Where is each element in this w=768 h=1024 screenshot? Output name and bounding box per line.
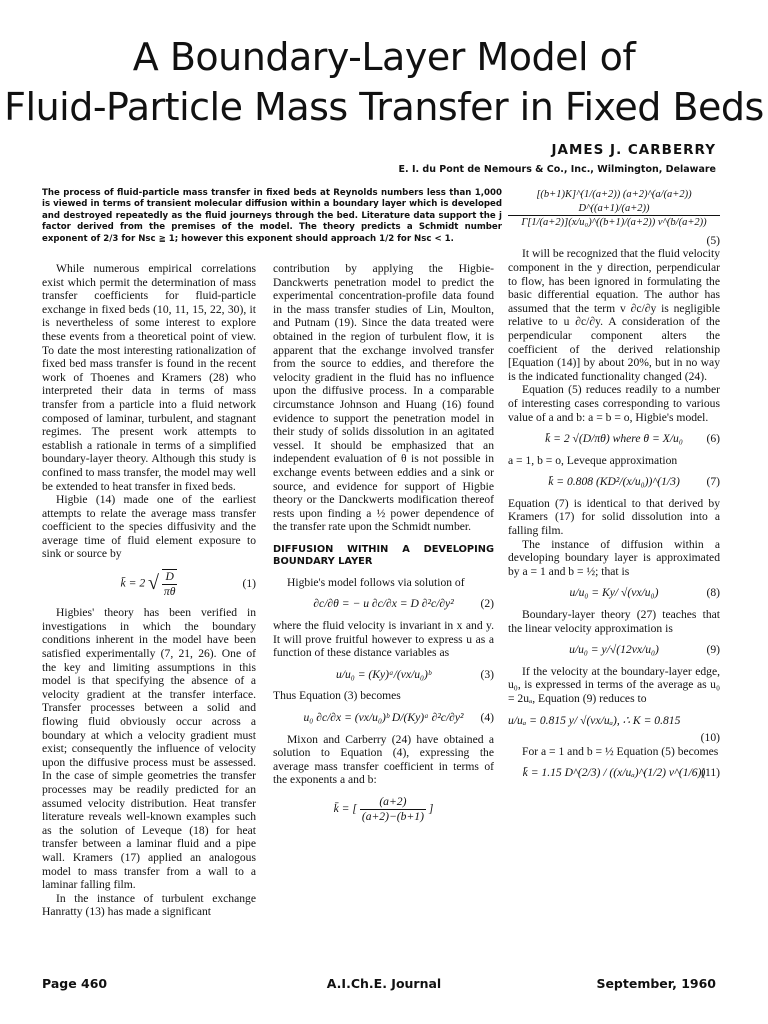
- paragraph: Mixon and Carberry (24) have obtained a solution to Equation (4), expressing the average mass transfer coefficient in terms of the exponents a and b:: [273, 732, 494, 787]
- equation-3: [273, 668, 494, 682]
- paragraph: If the velocity at the boundary-layer edge, u₀, is expressed in terms of the average as u₀ = 2uₐ, Equation (9) reduces to: [508, 664, 720, 705]
- eq1-numerator: D: [162, 570, 178, 585]
- equation-11: [508, 766, 720, 780]
- paragraph: For a = 1 and b = ½ Equation (5) becomes: [522, 744, 719, 758]
- eq5-denominator: (a+2)−(b+1): [361, 809, 424, 823]
- equation-10: [508, 714, 720, 728]
- eq3-body: u/u₀ = (Ky)ᵃ/(νx/u₀)ᵇ: [335, 667, 432, 681]
- paragraph: Equation (7) is identical to that derived by Kramers (17) for solid dissolution into a falling film.: [508, 496, 720, 538]
- paragraph: where the fluid velocity is invariant in x and y. It will prove fruitful however to express u as a function of these distance variables as: [273, 619, 494, 660]
- eq5-rhs: ]: [428, 801, 434, 815]
- paragraph: Higbie's model follows via solution of: [287, 575, 465, 589]
- eq10-body: u/uₐ = 0.815 y/ √(νx/uₐ), ∴ K = 0.815: [508, 713, 681, 727]
- column-1: [42, 262, 256, 919]
- eq9-number: (9): [706, 643, 720, 657]
- eq1-denominator: πθ: [163, 584, 176, 598]
- eq2-body: ∂c/∂θ = − u ∂c/∂x = D ∂²c/∂y²: [313, 597, 454, 611]
- equation-8: [508, 586, 720, 600]
- eq11-number: (11): [701, 766, 720, 780]
- eq1-lhs: k̄ = 2: [120, 576, 146, 590]
- eq5-cont-numerator: [(b+1)K]^(1/(a+2)) (a+2)^(a/(a+2)) D^((a+1)/(a+2)): [508, 188, 720, 216]
- paragraph: Thus Equation (3) becomes: [273, 689, 401, 703]
- eq7-body: k̄ = 0.808 (KD²/(x/u₀))^(1/3): [548, 475, 680, 489]
- equation-2: [273, 597, 494, 611]
- eq5-cont-denominator: Γ[1/(a+2)](x/u₀)^((b+1)/(a+2)) ν^(b/(a+2)): [521, 217, 707, 229]
- eq5-number: (5): [706, 233, 720, 247]
- paragraph: Higbie (14) made one of the earliest attempts to relate the average mass transfer coefficient to the species diffusivity and the average time of fluid element exposure to sink or source by: [42, 493, 256, 561]
- paragraph: In the instance of turbulent exchange Hanratty (13) has made a significant: [42, 891, 256, 919]
- eq10-number: (10): [700, 731, 720, 745]
- footer-page-number: Page 460: [42, 976, 108, 991]
- paragraph: Higbies' theory has been verified in investigations in which the boundary conditions inherent in the model have been satisfied experimentally (7, 21, 26). One of the key and limiting assumptions in this model is that specifying the absence of a velocity gradient at the transfer interface. Transfer processes between a solid and flowing fluid obviously occur across a boundary at which a velocity gradient must exist; consequently the influence of velocity upon the diffusive process must be assessed. In the case of simple geometries the transfer processes may be readily predicted for an assumed velocity distribution. Heat transfer literature reveals well-known examples such as the solution of Leveque (18) for heat transfer between a laminar fluid and a pipe wall. Kramers (17) applied an analogous model to mass transfer from a wall to a laminar falling film.: [42, 606, 256, 892]
- paragraph: While numerous empirical correlations exist which permit the determination of mass transfer coefficients for fluid-particle exchange in fixed beds (10, 11, 15, 22, 30), it is nevertheless of some interest to explore these events from a theoretical point of view. To date the most interesting rationalization of fixed bed mass transfer is found in the recent work of Thoenes and Kramers (28) who interpreted their data in terms of mass transfer from a particle into a fluid network composed of laminar, turbulent, and stagnant regimes. The present work attempts to establish a rationale in terms of a simplified boundary-layer theory. Although this study is confined to mass transfer, the model may well be extended to heat transfer in fixed beds.: [42, 262, 256, 493]
- sqrt-sign: √: [148, 571, 160, 594]
- eq5-fraction: [360, 795, 426, 823]
- affiliation: E. I. du Pont de Nemours & Co., Inc., Wilmington, Delaware: [398, 164, 716, 175]
- equation-6: [508, 432, 720, 446]
- footer-journal: A.I.Ch.E. Journal: [326, 976, 442, 991]
- eq2-number: (2): [480, 597, 494, 611]
- eq3-number: (3): [480, 667, 494, 681]
- section-heading: DIFFUSION WITHIN A DEVELOPING BOUNDARY LAYER: [273, 543, 494, 567]
- eq11-body: k̄ = 1.15 D^(2/3) / ((x/uₐ)^(1/2) ν^(1/6)): [522, 766, 706, 780]
- title-line-2: Fluid-Particle Mass Transfer in Fixed Beds: [4, 85, 764, 129]
- eq8-number: (8): [706, 586, 720, 600]
- eq5-cont-fraction: [508, 188, 720, 230]
- paragraph: Boundary-layer theory (27) teaches that the linear velocity approximation is: [508, 608, 720, 635]
- eq9-body: u/u₀ = y/√(12νx/u₀): [569, 643, 659, 657]
- equation-9: [508, 643, 720, 657]
- equation-5-continued: [508, 188, 720, 230]
- eq6-body: k̄ = 2 √(D/πθ) where θ = X/u₀: [545, 432, 683, 446]
- paragraph: Equation (5) reduces readily to a number of interesting cases corresponding to various value of a and b: a = b = o, Higbie's model.: [508, 383, 720, 424]
- author: JAMES J. CARBERRY: [551, 142, 716, 158]
- paragraph: It will be recognized that the fluid velocity component in the y direction, perpendicular to flow, has been ignored in formulating the basic differential equation. The author has assumed that the term v ∂c/∂y is negligible relative to u ∂c/∂y. A consideration of the perpendicular component alters the coefficient of the derived relationship [Equation (14)] by about 20%, but in no way is the indicated functionality changed (24).: [508, 247, 720, 383]
- paragraph: The instance of diffusion within a developing boundary layer is approximated by a = 1 and b = ½; that is: [508, 537, 720, 578]
- eq4-number: (4): [480, 711, 494, 725]
- eq1-fraction: [162, 569, 178, 598]
- eq6-number: (6): [706, 432, 720, 446]
- equation-5-start: [273, 795, 494, 823]
- eq8-body: u/u₀ = Ky/ √(νx/u₀): [569, 586, 659, 600]
- footer-date: September, 1960: [596, 976, 716, 991]
- eq1-number: (1): [242, 576, 256, 590]
- eq7-number: (7): [706, 475, 720, 489]
- equation-1: [42, 569, 256, 598]
- equation-4: [273, 711, 494, 725]
- equation-7: [508, 475, 720, 489]
- column-3: [508, 188, 720, 788]
- column-2: [273, 262, 494, 831]
- paragraph: contribution by applying the Higbie-Danckwerts penetration model to predict the experimental concentration-profile data found in the mass transfer studies of Lin, Moulton, and Putnam (19). Since the data treated were obtained in the region of turbulent flow, it is apparent that the exchange involved transfer from the source to eddies, and therefore the velocity gradient in the fluid has no influence upon the diffusive process. In a comparable circumstance Johnson and Huang (16) found evidence to support the penetration model in their study of solids dissolution in an agitated vessel. It should be emphasized that an independent evaluation of θ is not possible in exchange events between eddies and a sink or source, and evidence for support of Higbie theory or the Danckwerts modification thereof rests upon finding a ½ power dependence of the transfer rate upon the Schmidt number.: [273, 262, 494, 534]
- abstract: The process of fluid-particle mass transfer in fixed beds at Reynolds numbers less than 1,000 is viewed in terms of transient molecular diffusion within a boundary layer which is developed and destroyed repeatedly as the fluid journeys through the bed. Literature data support the j factor derived from the premises of the model. The theory predicts a Schmidt number exponent of 2/3 for Nsc ≧ 1; however this exponent should approach 1/2 for Nsc < 1.: [42, 188, 502, 244]
- eq5-numerator: (a+2): [360, 795, 426, 810]
- paragraph: a = 1, b = o, Leveque approximation: [508, 453, 678, 467]
- title-line-1: A Boundary-Layer Model of: [132, 35, 636, 79]
- eq4-body: u₀ ∂c/∂x = (νx/u₀)ᵇ D/(Ky)ᵃ ∂²c/∂y²: [303, 711, 464, 725]
- eq5-lhs: k̄ = [: [333, 801, 357, 815]
